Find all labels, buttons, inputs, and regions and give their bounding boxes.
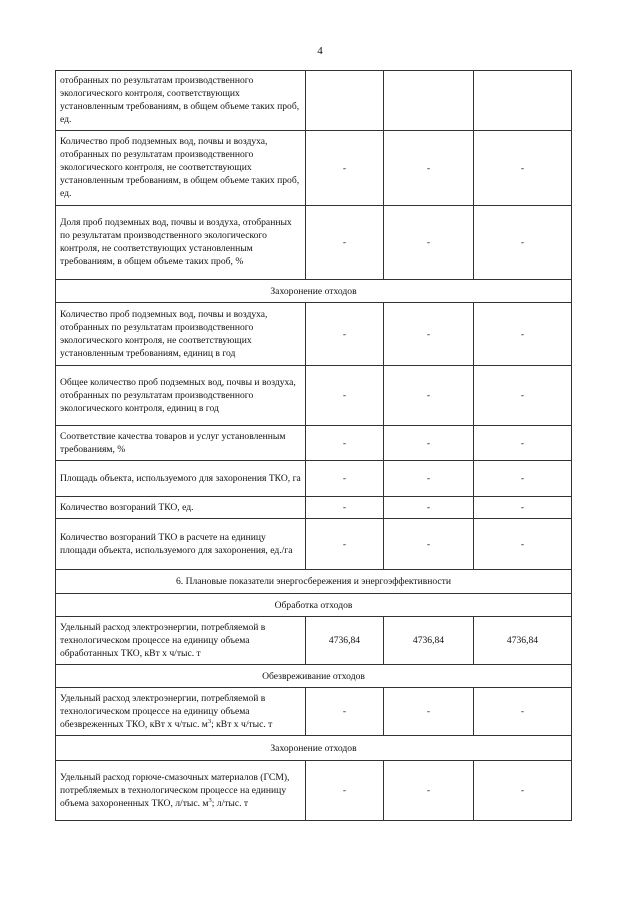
- row-description-suffix: ; кВт х ч/тыс. т: [211, 718, 273, 730]
- table-row: [56, 461, 572, 497]
- table-row: [56, 206, 572, 280]
- section-title: Обработка отходов: [56, 594, 572, 617]
- row-description: Количество возгораний ТКО, ед.: [56, 497, 306, 519]
- section-row: [56, 736, 572, 761]
- value-cell: -: [474, 426, 572, 461]
- section-row: [56, 570, 572, 594]
- row-description-suffix: ; л/тыс. т: [211, 797, 249, 809]
- value-cell: -: [306, 519, 384, 570]
- table-row: [56, 761, 572, 821]
- value-cell: -: [474, 519, 572, 570]
- value-cell: -: [384, 461, 474, 497]
- row-description: Общее количество проб подземных вод, почвы и воздуха, отобранных по результатам производственного экологического контроля, единиц в год: [56, 366, 306, 426]
- value-cell: -: [474, 761, 572, 821]
- value-cell: -: [306, 131, 384, 206]
- table-row: [56, 426, 572, 461]
- row-description: [56, 761, 306, 821]
- value-cell: -: [306, 688, 384, 736]
- row-description-text: Удельный расход горюче-смазочных материалов (ГСМ), потребляемых в технологическом процессе на единицу объема захороненных ТКО, л/тыс. м: [60, 771, 290, 809]
- value-cell: -: [306, 426, 384, 461]
- indicators-table: [55, 70, 572, 821]
- row-description-text: Удельный расход электроэнергии, потребляемой в технологическом процессе на единицу объема обезвреженных ТКО, кВт х ч/тыс. м: [60, 692, 266, 730]
- value-cell: 4736,84: [306, 617, 384, 665]
- value-cell: -: [384, 303, 474, 366]
- row-description: Удельный расход электроэнергии, потребляемой в технологическом процессе на единицу объема обработанных ТКО, кВт х ч/тыс. т: [56, 617, 306, 665]
- row-description: Соответствие качества товаров и услуг установленным требованиям, %: [56, 426, 306, 461]
- table-row: [56, 497, 572, 519]
- section-row: [56, 280, 572, 303]
- table-row: [56, 71, 572, 131]
- value-cell: -: [384, 688, 474, 736]
- value-cell: -: [474, 688, 572, 736]
- value-cell: 4736,84: [384, 617, 474, 665]
- table-row: [56, 688, 572, 736]
- value-cell: -: [306, 206, 384, 280]
- value-cell: [384, 71, 474, 131]
- value-cell: -: [474, 131, 572, 206]
- value-cell: -: [306, 761, 384, 821]
- section-title: Захоронение отходов: [56, 280, 572, 303]
- table-row: [56, 366, 572, 426]
- superscript-3: 3: [207, 717, 212, 725]
- row-description: Количество возгораний ТКО в расчете на единицу площади объекта, используемого для захоронения, ед./га: [56, 519, 306, 570]
- value-cell: -: [306, 366, 384, 426]
- value-cell: -: [474, 206, 572, 280]
- value-cell: -: [306, 461, 384, 497]
- value-cell: -: [306, 303, 384, 366]
- table-row: [56, 617, 572, 665]
- value-cell: -: [474, 366, 572, 426]
- row-description: отобранных по результатам производственного экологического контроля, соответствующих установленным требованиям, в общем объеме таких проб, ед.: [56, 71, 306, 131]
- table-row: [56, 131, 572, 206]
- row-description: Площадь объекта, используемого для захоронения ТКО, га: [56, 461, 306, 497]
- value-cell: -: [384, 131, 474, 206]
- section-title: 6. Плановые показатели энергосбережения и энергоэффективности: [56, 570, 572, 594]
- row-description: Количество проб подземных вод, почвы и воздуха, отобранных по результатам производственного экологического контроля, не соответствующих установленным требованиям, единиц в год: [56, 303, 306, 366]
- section-title: Захоронение отходов: [56, 736, 572, 761]
- value-cell: -: [474, 303, 572, 366]
- row-description: Количество проб подземных вод, почвы и воздуха, отобранных по результатам производственного экологического контроля, не соответствующих установленным требованиям, в общем объеме таких проб, ед.: [56, 131, 306, 206]
- value-cell: [474, 71, 572, 131]
- value-cell: -: [306, 497, 384, 519]
- value-cell: [306, 71, 384, 131]
- value-cell: 4736,84: [474, 617, 572, 665]
- section-row: [56, 594, 572, 617]
- section-title: Обезвреживание отходов: [56, 665, 572, 688]
- value-cell: -: [474, 497, 572, 519]
- row-description: [56, 688, 306, 736]
- table-row: [56, 303, 572, 366]
- value-cell: -: [384, 426, 474, 461]
- superscript-3: 3: [208, 796, 212, 804]
- value-cell: -: [384, 761, 474, 821]
- table-row: [56, 519, 572, 570]
- page-number: 4: [317, 45, 323, 57]
- value-cell: -: [384, 206, 474, 280]
- section-row: [56, 665, 572, 688]
- value-cell: -: [384, 497, 474, 519]
- row-description: Доля проб подземных вод, почвы и воздуха, отобранных по результатам производственного экологического контроля, не соответствующих установленным требованиям, в общем объеме таких проб, %: [56, 206, 306, 280]
- value-cell: -: [384, 366, 474, 426]
- value-cell: -: [474, 461, 572, 497]
- value-cell: -: [384, 519, 474, 570]
